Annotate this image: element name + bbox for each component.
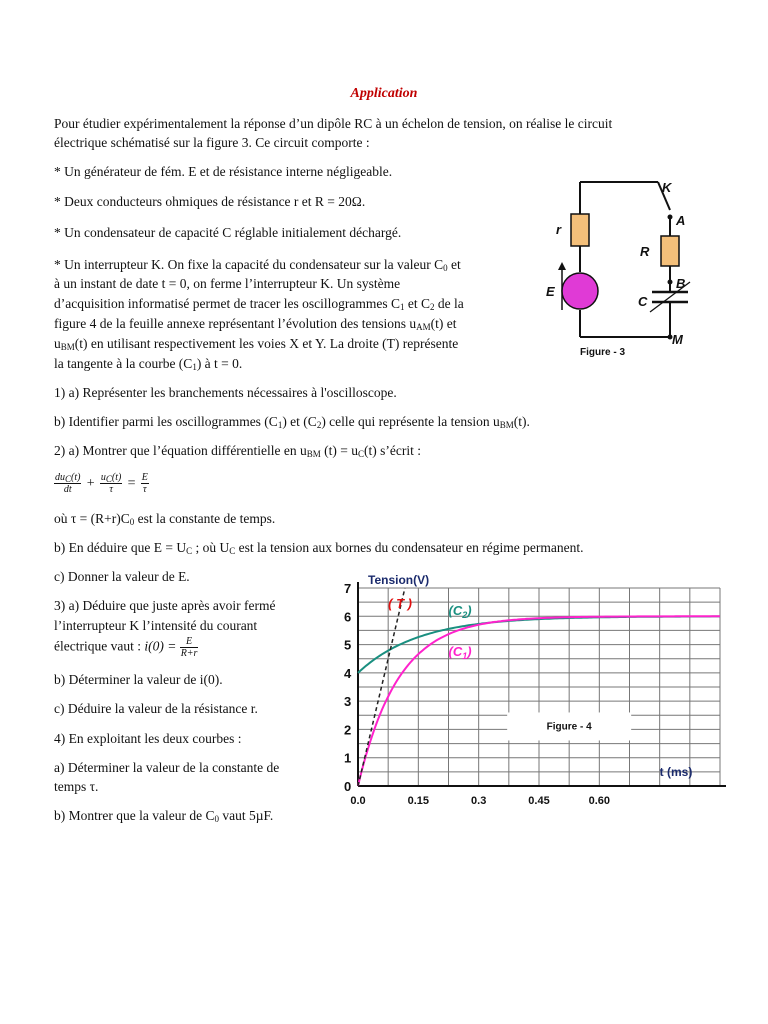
label-m: M (672, 332, 683, 347)
eq-part: R+r (180, 648, 198, 659)
item4-text: u (54, 336, 61, 351)
subscript: C (229, 546, 236, 556)
question-4b (54, 806, 273, 825)
x-tick-label: 0.15 (407, 795, 430, 807)
subscript: 1 (192, 362, 197, 372)
q-text: électrique vaut : (54, 638, 145, 654)
x-tick-label: 0.0 (350, 795, 366, 807)
item4-text: et C (404, 296, 431, 311)
question-3a-line-2: l’interrupteur K l’intensité du courant (54, 618, 258, 633)
label-c: C (638, 294, 648, 309)
item4-text: * Un interrupteur K. On fixe la capacité du condensateur sur la valeur C (54, 257, 444, 272)
eq-operator: = (127, 475, 136, 491)
eq-part: (t) (111, 472, 122, 483)
y-tick-label: 0 (344, 779, 352, 794)
subscript: AM (416, 322, 431, 332)
item4-line-5 (54, 334, 458, 353)
q-text: (t). (513, 414, 530, 429)
chart-axes (358, 582, 726, 786)
subscript: C (358, 449, 365, 459)
question-4a-line-2: temps τ. (54, 779, 99, 794)
q-text: où τ = (R+r)C (54, 511, 130, 526)
item4-text: figure 4 de la feuille annexe représentant l’évolution des tensions u (54, 316, 417, 331)
question-3c: c) Déduire la valeur de la résistance r. (54, 701, 258, 716)
q-text: 2) a) Montrer que l’équation différentielle en u (54, 443, 307, 458)
fraction-duc-dt (54, 472, 81, 495)
document-title: Application (350, 86, 418, 101)
subscript: BM (60, 342, 75, 352)
y-tick-label: 7 (344, 581, 352, 596)
subscript: 0 (214, 814, 219, 824)
y-tick-label: 1 (344, 750, 352, 766)
eq-part: E (141, 472, 148, 483)
q-text: est la constante de temps. (134, 511, 276, 526)
label-a: A (676, 213, 686, 228)
item4-text: la tangente à la courbe (C (54, 356, 193, 371)
subscript: BM (306, 449, 321, 459)
label-R: R (640, 244, 650, 259)
fraction-e-tau (141, 472, 149, 495)
subscript: C (186, 546, 193, 556)
figure-4-caption: Figure - 4 (546, 721, 592, 733)
item4-text: d’acquisition informatisé permet de tracer les oscillogrammes C (54, 296, 401, 311)
chart-title: Tension(V) (368, 573, 430, 587)
question-1a: 1) a) Représenter les branchements nécessaires à l'oscilloscope. (54, 385, 397, 400)
series-label-c2: $(C_2)$ (448, 602, 472, 620)
component-item-1: * Un générateur de fém. E et de résistance interne négligeable. (54, 164, 393, 179)
q-text: b) En déduire que E = U (54, 540, 187, 555)
q-text: b) Montrer que la valeur de C (54, 808, 215, 823)
item4-text: (t) en utilisant respectivement les voies X et Y. La droite (T) représente (74, 336, 459, 351)
y-tick-label: 2 (344, 722, 352, 738)
question-3a-line-3 (54, 636, 198, 659)
item4-line-1 (54, 255, 461, 274)
subscript: C (65, 474, 72, 484)
label-k: K (662, 180, 672, 195)
eq-part: E (180, 636, 199, 648)
label-e: E (546, 284, 555, 299)
question-2c: c) Donner la valeur de E. (54, 569, 190, 584)
circuit-diagram (540, 172, 740, 362)
question-4a-line-1: a) Déterminer la valeur de la constante de (54, 760, 280, 775)
q-text: i(0) = (144, 638, 177, 654)
generator-e (562, 273, 598, 309)
label-r: r (556, 222, 562, 237)
eq-part: u (100, 472, 106, 483)
tau-definition (54, 509, 275, 528)
x-tick-label: 0.45 (528, 795, 550, 807)
question-2b (54, 538, 584, 557)
arrow-icon (558, 262, 566, 270)
subscript: BM (499, 420, 514, 430)
question-2a (54, 441, 421, 460)
eq-part: du (55, 472, 65, 483)
eq-part: τ (109, 484, 113, 495)
label-b: B (676, 276, 686, 291)
item4-line-3 (54, 294, 464, 313)
q-text: vaut 5µF. (218, 808, 274, 823)
subscript: 1 (400, 302, 405, 312)
fraction-e-rr (180, 636, 199, 659)
resistor-R (661, 236, 679, 266)
subscript: 1 (277, 420, 283, 430)
item4-text: et (447, 257, 461, 272)
component-item-3: * Un condensateur de capacité C réglable initialement déchargé. (54, 225, 402, 240)
q-text: est la tension aux bornes du condensateur en régime permanent. (235, 540, 584, 555)
y-tick-label: 3 (344, 694, 352, 710)
q-text: ; où U (192, 540, 230, 555)
item4-text: ) à t = 0. (196, 356, 243, 371)
component-item-2: * Deux conducteurs ohmiques de résistance r et R = 20Ω. (54, 194, 366, 209)
intro-line-1: Pour étudier expérimentalement la réponse d’un dipôle RC à un échelon de tension, on réalise le circuit (54, 116, 613, 131)
item4-text: de la (434, 296, 464, 311)
question-1b (54, 412, 530, 431)
fraction-uc-tau (100, 472, 122, 495)
question-3b: b) Déterminer la valeur de i(0). (54, 672, 223, 687)
y-tick-label: 6 (344, 609, 352, 625)
eq-part: (t) (71, 472, 81, 483)
q-text: (t) = u (320, 443, 359, 458)
item4-text: (t) et (430, 316, 457, 331)
eq-part: dt (63, 484, 72, 495)
subscript: 2 (430, 302, 435, 312)
question-3a-line-1: 3) a) Déduire que juste après avoir fermé (54, 598, 276, 613)
series-label-t: ( T ) (388, 595, 412, 611)
differential-equation (54, 472, 149, 495)
x-tick-label: 0.3 (471, 795, 487, 807)
item4-line-4 (54, 314, 457, 333)
figure-3-caption: Figure - 3 (580, 347, 626, 358)
item4-line-2: à un instant de date t = 0, on ferme l’interrupteur K. Un système (54, 276, 401, 291)
q-text: (t) s’écrit : (364, 443, 422, 458)
eq-part: τ (143, 484, 147, 495)
subscript: C (105, 474, 112, 484)
y-tick-label: 5 (344, 637, 352, 653)
q-text: ) celle qui représente la tension u (321, 414, 500, 429)
resistor-r (571, 214, 589, 246)
item4-line-6 (54, 354, 242, 373)
subscript: 2 (316, 420, 322, 430)
subscript: 0 (129, 517, 135, 527)
subscript: 0 (443, 263, 448, 273)
series-label-c1: $(C_1)$ (448, 643, 472, 661)
q-text: ) et (C (282, 414, 317, 429)
tension-chart (330, 570, 740, 815)
eq-operator: + (86, 475, 95, 491)
question-4: 4) En exploitant les deux courbes : (54, 731, 242, 746)
intro-line-2: électrique schématisé sur la figure 3. Ce circuit comporte : (54, 135, 370, 150)
x-tick-label: 0.60 (588, 795, 611, 807)
q-text: b) Identifier parmi les oscillogrammes (C (54, 414, 278, 429)
y-tick-label: 4 (344, 665, 352, 681)
x-axis-label: t (ms) (659, 765, 693, 779)
